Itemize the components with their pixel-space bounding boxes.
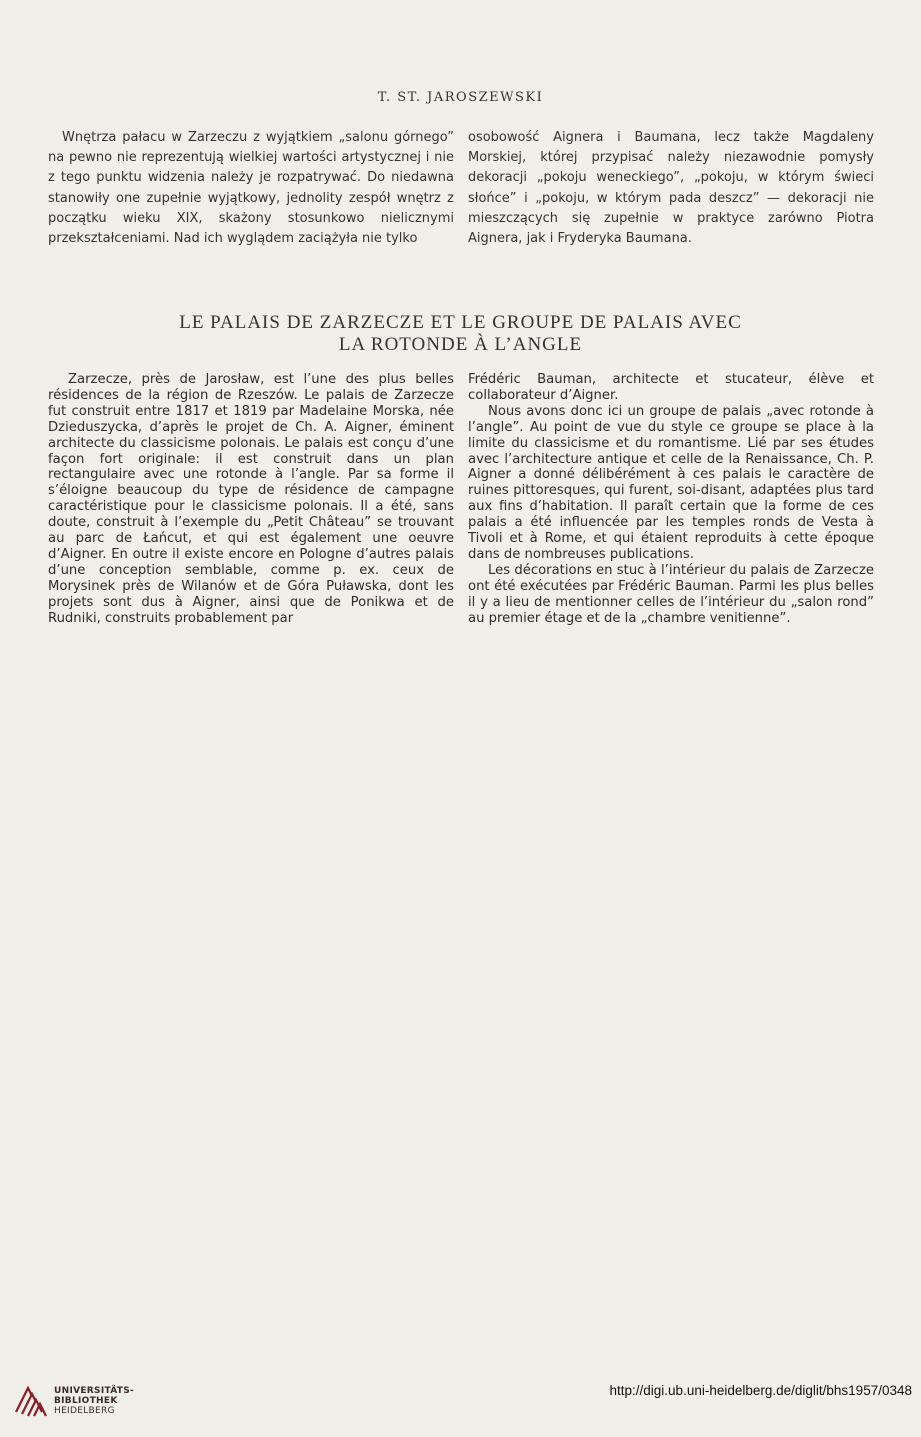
french-left-column [48,372,454,627]
french-left-paragraph: Zarzecze, près de Jarosław, est l’une des plus belles résidences de la région de Rzeszów. Le palais de Zarzecze fut construit entre 1817 et 1819 par Madelaine Morska, née Dzieduszycka, d’après le projet de Ch. A. Aigner, éminent architecte du classicisme polonais. Le palais est conçu d’une façon fort originale: il est construit dans un plan rectangulaire avec une rotonde à l’angle. Par sa forme il s’éloigne beaucoup du type de résidence de campagne caractéristique pour le classicisme polonais. Il a été, sans doute, construit à l’exemple du „Petit Château” se trouvant au parc de Łańcut, et qui est également une oeuvre d’Aigner. En outre il existe encore en Pologne d’autres palais d’une conception semblable, comme p. ex. ceux de Morysinek près de Wilanów et de Góra Puławska, dont les projets sont dus à Aigner, ainsi que de Ponikwa et de Rudniki, construits probablement par [48,372,454,626]
running-head: T. ST. JAROSZEWSKI [377,90,544,105]
section-title [40,312,881,356]
library-logo[interactable] [12,1382,134,1420]
library-crest-icon [12,1382,50,1420]
french-right-paragraph-2: Nous avons donc ici un groupe de palais „avec rotonde à l’angle”. Au point de vue du style ce groupe se place à la limite du classicisme et du romantisme. Lié par ses études avec l’architecture antique et celle de la Renaissance, Ch. P. Aigner a donné délibérément à ces palais le caractère de ruines pittoresques, qui furent, soi-disant, adaptées plus tard aux fins d’habitation. Il paraît certain que la forme de ces palais a été influencée par les temples ronds de Vesta à Tivoli et à Rome, et qui étaient reproduits à cette époque dans de nombreuses publications. [468,403,874,562]
french-right-paragraph-1: Frédéric Bauman, architecte et stucateur, élève et collaborateur d’Aigner. [468,372,874,403]
polish-text-block [48,128,874,249]
french-text-block [48,372,874,627]
source-url-link[interactable]: http://digi.ub.uni-heidelberg.de/diglit/bhs1957/0348 [609,1383,912,1398]
section-title-line-1: LE PALAIS DE ZARZECZE ET LE GROUPE DE PALAIS AVEC [179,312,742,333]
library-name [54,1386,134,1416]
polish-left-paragraph: Wnętrza pałacu w Zarzeczu z wyjątkiem „salonu górnego” na pewno nie reprezentują wielkiej wartości artystycznej i nie z tego punktu widzenia należy je rozpatrywać. Do niedawna stanowiły one zupełnie wyjątkowy, jednolity zespół wnętrz z początku wieku XIX, skażony stosunkowo nielicznymi przekształceniami. Nad ich wyglądem zaciążyła nie tylko [48,130,454,247]
french-right-paragraph-3: Les décorations en stuc à l’intérieur du palais de Zarzecze ont été exécutées par Frédéric Bauman. Parmi les plus belles il y a lieu de mentionner celles de l’intérieur du „salon rond” au premier étage et de la „chambre venitienne”. [468,562,874,626]
polish-left-column [48,128,454,249]
library-name-line-3: HEIDELBERG [54,1406,115,1416]
library-name-line-2: BIBLIOTHEK [54,1396,118,1406]
polish-right-paragraph: osobowość Aignera i Baumana, lecz także Magdaleny Morskiej, której przypisać należy niezawodnie pomysły dekoracji „pokoju weneckiego”, „pokoju, w którym świeci słońce” i „pokoju, w którym pada deszcz” — dekoracji nie mieszczących się zupełnie w praktyce zarówno Piotra Aignera, jak i Fryderyka Baumana. [468,130,874,247]
polish-right-column [468,128,874,249]
french-right-column [468,372,874,627]
library-name-line-1: UNIVERSITÄTS- [54,1386,135,1396]
section-title-line-2: LA ROTONDE À L’ANGLE [338,334,583,355]
